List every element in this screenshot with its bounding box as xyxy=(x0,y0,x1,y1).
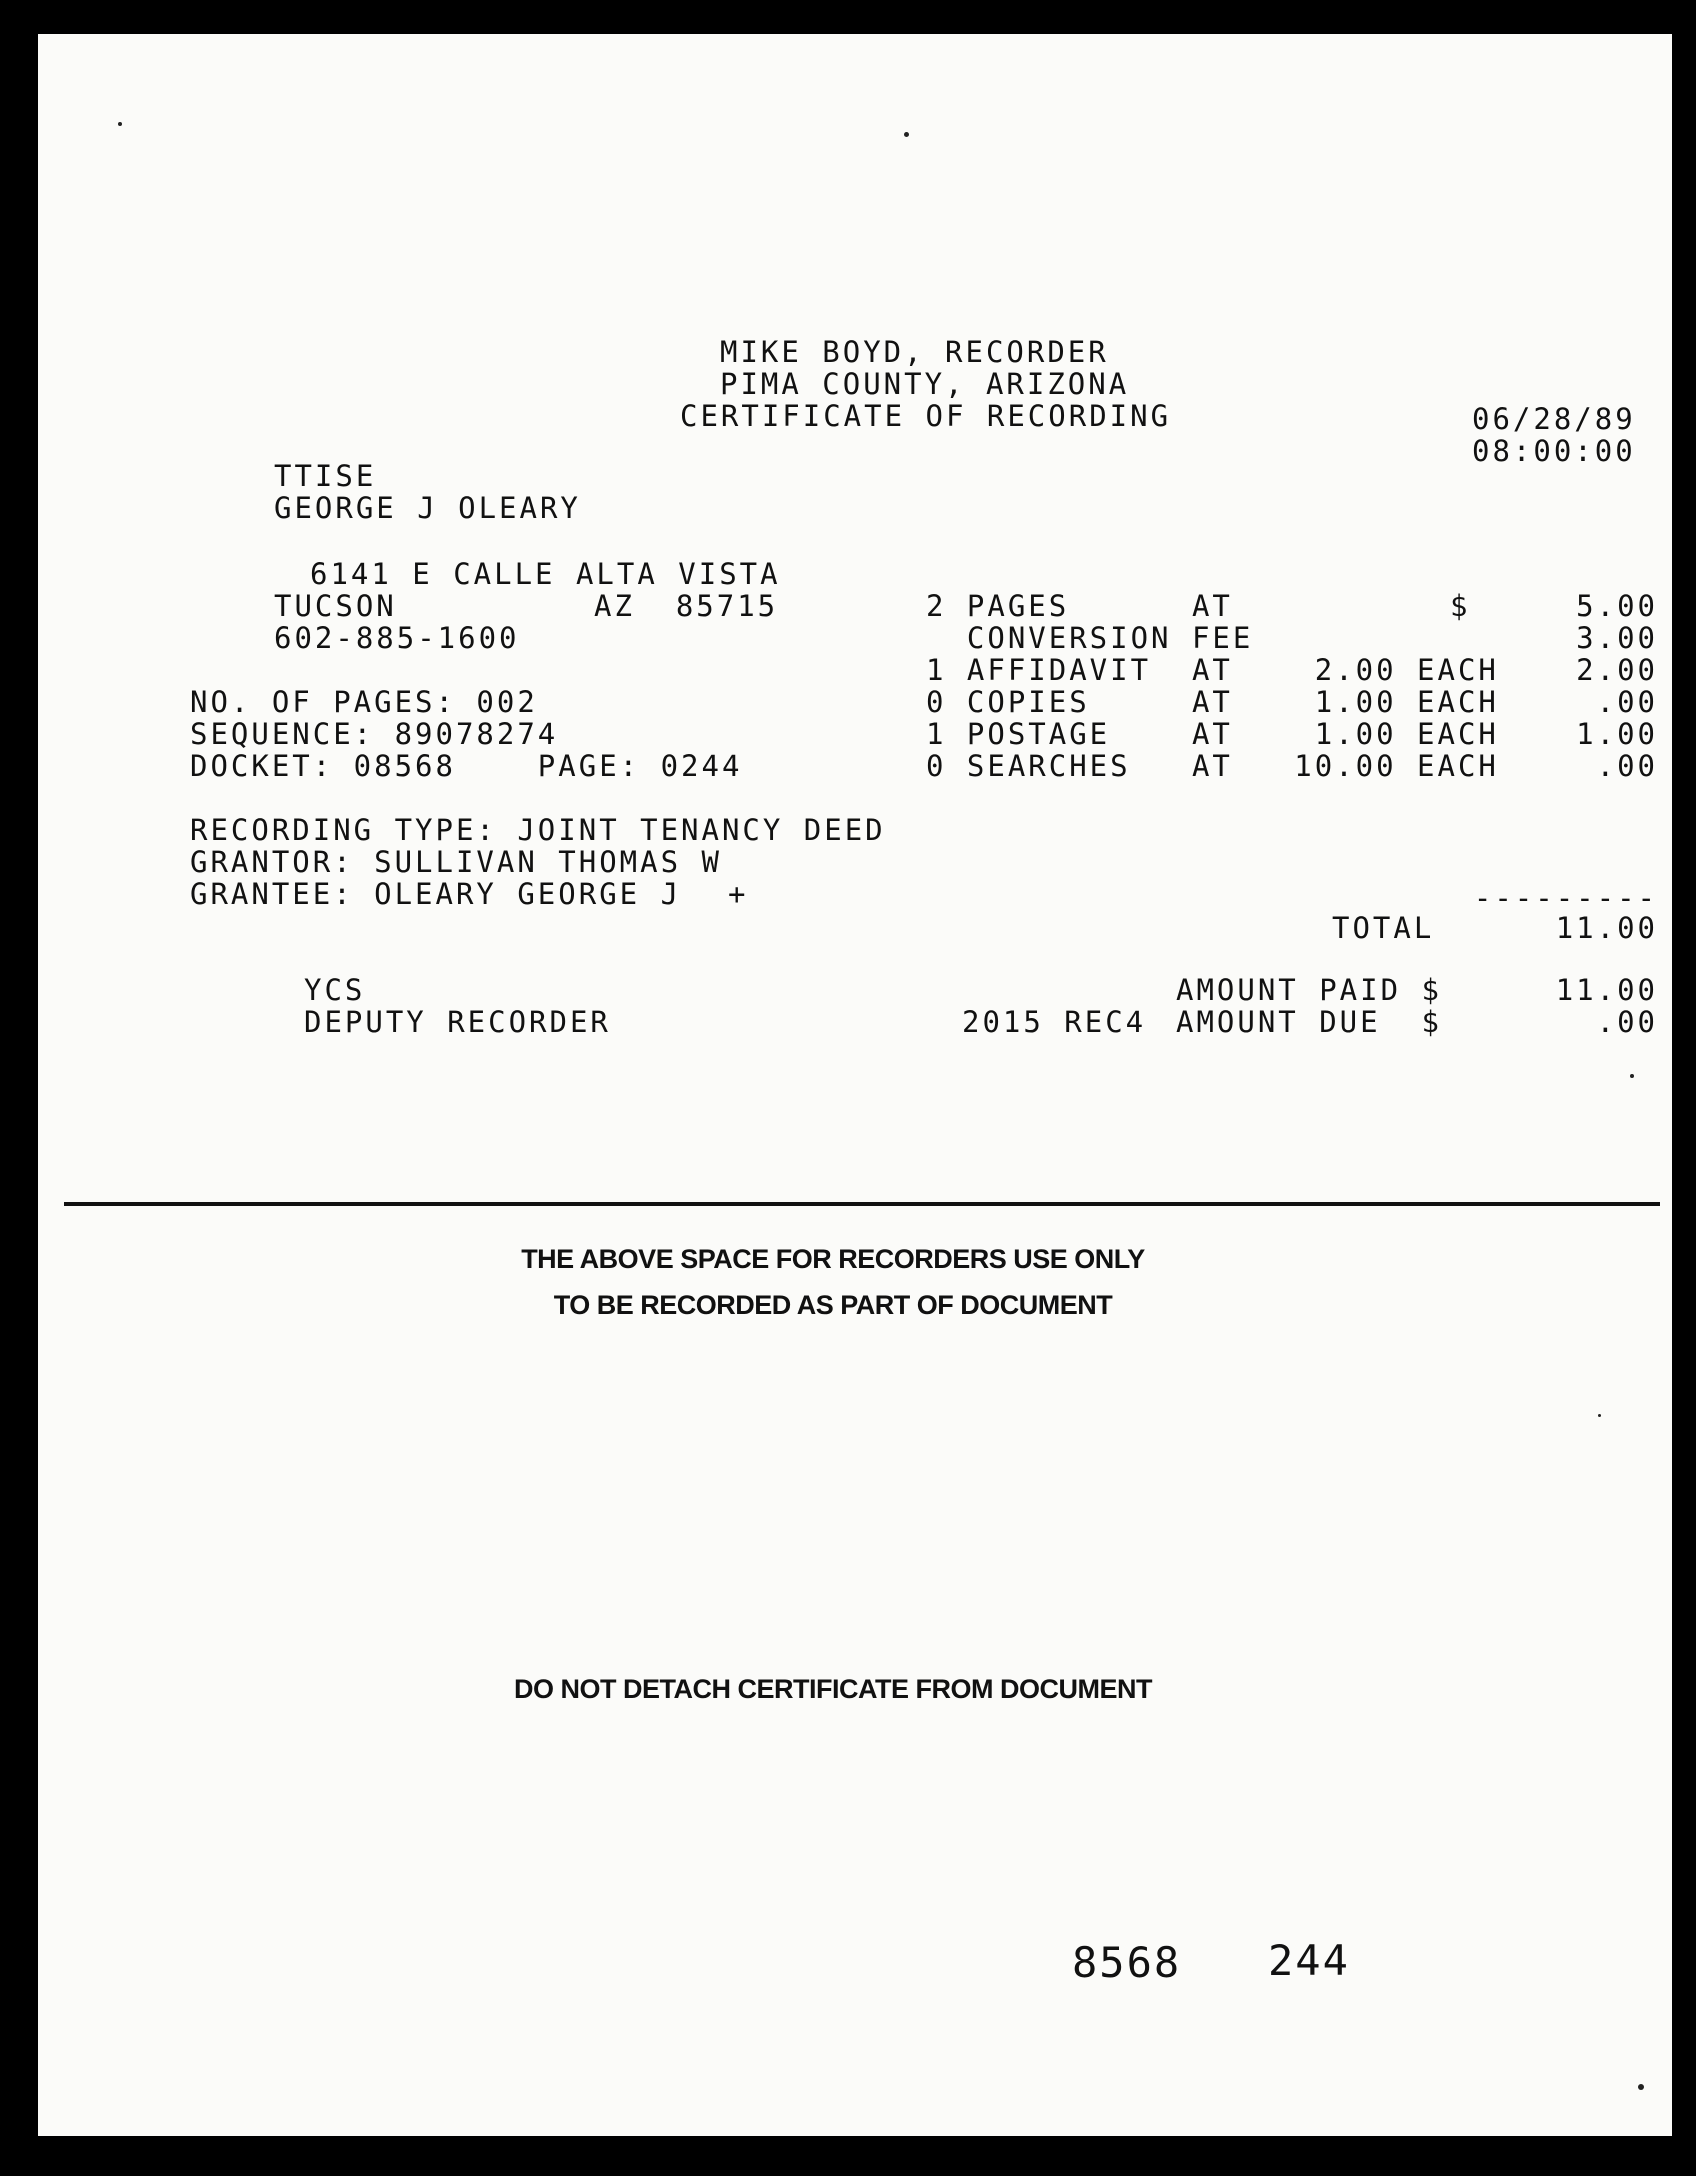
fee-row-amount: .00 xyxy=(1596,749,1658,783)
scan-speck xyxy=(1630,1074,1634,1078)
number-of-pages: NO. OF PAGES: 002 xyxy=(190,685,538,719)
sequence-number: SEQUENCE: 89078274 xyxy=(190,717,559,751)
currency-symbol: $ xyxy=(1450,589,1471,623)
recording-type: RECORDING TYPE: JOINT TENANCY DEED xyxy=(190,813,886,847)
county-name: PIMA COUNTY, ARIZONA xyxy=(720,367,1130,401)
fee-row-desc: 0 COPIES AT 1.00 EACH xyxy=(926,685,1499,719)
do-not-detach-notice: DO NOT DETACH CERTIFICATE FROM DOCUMENT xyxy=(514,1674,1152,1704)
recorder-name: MIKE BOYD, RECORDER xyxy=(720,335,1109,369)
amount-paid-label: AMOUNT PAID $ xyxy=(1176,973,1442,1007)
addressee-code: TTISE xyxy=(274,459,377,493)
scan-speck xyxy=(904,132,909,137)
scan-speck xyxy=(118,122,122,126)
fee-row-desc: 1 AFFIDAVIT AT 2.00 EACH xyxy=(926,653,1499,687)
fee-row-desc: CONVERSION FEE xyxy=(926,621,1254,655)
addressee-phone: 602-885-1600 xyxy=(274,621,520,655)
amount-due-label: AMOUNT DUE $ xyxy=(1176,1005,1442,1039)
recorded-as-part-notice: TO BE RECORDED AS PART OF DOCUMENT xyxy=(553,1290,1113,1320)
certificate-page xyxy=(38,34,1672,2136)
receipt-number: 2015 REC4 xyxy=(962,1005,1147,1039)
recording-time: 08:00:00 xyxy=(1472,434,1636,468)
total-label: TOTAL xyxy=(1332,911,1435,945)
certificate-title: CERTIFICATE OF RECORDING xyxy=(680,399,1172,433)
stamp-docket-number: 8568 xyxy=(1072,1938,1182,1987)
amount-due: .00 xyxy=(1596,1005,1658,1039)
grantee-mark: + xyxy=(728,877,749,911)
fee-row-amount: 1.00 xyxy=(1576,717,1658,751)
scan-speck xyxy=(1598,1414,1601,1417)
docket-page: DOCKET: 08568 PAGE: 0244 xyxy=(190,749,743,783)
addressee-state-zip: AZ 85715 xyxy=(594,589,779,623)
fee-row-amount: 3.00 xyxy=(1576,621,1658,655)
fee-row-amount: 5.00 xyxy=(1576,589,1658,623)
addressee-street: 6141 E CALLE ALTA VISTA xyxy=(310,557,781,591)
addressee-name: GEORGE J OLEARY xyxy=(274,491,581,525)
grantor: GRANTOR: SULLIVAN THOMAS W xyxy=(190,845,722,879)
deputy-initials: YCS xyxy=(304,973,366,1007)
stamp-page-number: 244 xyxy=(1268,1936,1350,1985)
recording-date: 06/28/89 xyxy=(1472,402,1636,436)
addressee-city: TUCSON xyxy=(274,589,397,623)
recorder-space-divider xyxy=(64,1202,1660,1206)
fee-row-desc: 0 SEARCHES AT 10.00 EACH xyxy=(926,749,1499,783)
fee-row-amount: 2.00 xyxy=(1576,653,1658,687)
total-separator: --------- xyxy=(1473,881,1658,915)
deputy-title: DEPUTY RECORDER xyxy=(304,1005,611,1039)
fee-row-amount: .00 xyxy=(1596,685,1658,719)
total-amount: 11.00 xyxy=(1555,911,1658,945)
fee-row-desc: 2 PAGES AT xyxy=(926,589,1233,623)
grantee: GRANTEE: OLEARY GEORGE J xyxy=(190,877,682,911)
amount-paid: 11.00 xyxy=(1555,973,1658,1007)
scan-speck xyxy=(1638,2084,1644,2090)
recorder-use-notice: THE ABOVE SPACE FOR RECORDERS USE ONLY xyxy=(521,1244,1145,1274)
fee-row-desc: 1 POSTAGE AT 1.00 EACH xyxy=(926,717,1499,751)
